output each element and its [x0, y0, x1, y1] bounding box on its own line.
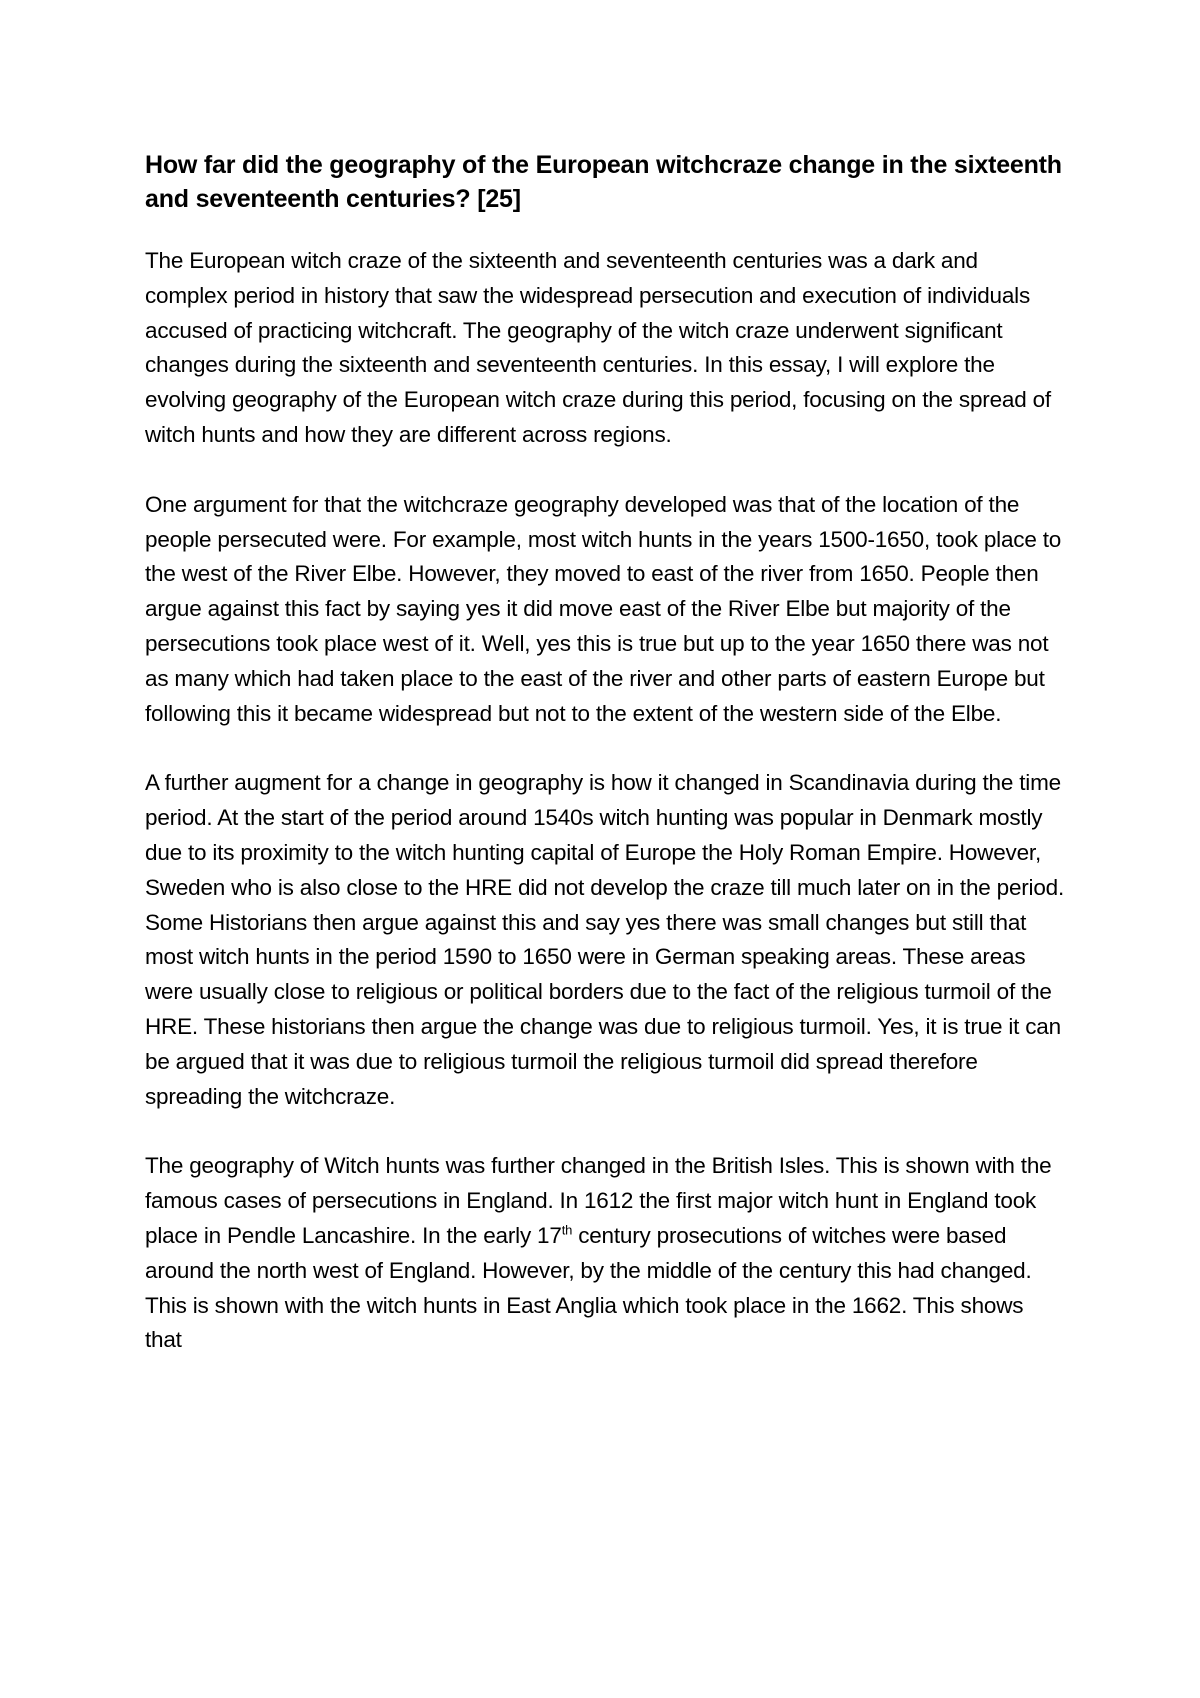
paragraph-text-part: The geography of Witch hunts was further changed in the British Isles. This is shown with the famous cases of persecutions in England. In 1612 the first major witch hunt in England took place in Pendle Lancashire. In the early 17	[145, 1153, 1052, 1248]
paragraph-introduction: The European witch craze of the sixteenth and seventeenth centuries was a dark and complex period in history that saw the widespread persecution and execution of individuals accused of practicing witchcraft. The geography of the witch craze underwent significant changes during the sixteenth and seventeenth centuries. In this essay, I will explore the evolving geography of the European witch craze during this period, focusing on the spread of witch hunts and how they are different across regions.	[145, 248, 1051, 447]
paragraph-river-elbe: One argument for that the witchcraze geography developed was that of the location of the people persecuted were. For example, most witch hunts in the years 1500-1650, took place to the west of the River Elbe. However, they moved to east of the river from 1650. People then argue against this fact by saying yes it did move east of the River Elbe but majority of the persecutions took place west of it. Well, yes this is true but up to the year 1650 there was not as many which had taken place to the east of the river and other parts of eastern Europe but following this it became widespread but not to the extent of the western side of the Elbe.	[145, 491, 1062, 726]
paragraph-text-part: century prosecutions of witches were based around the north west of England. However, by the middle of the century this had changed. This is shown with the witch hunts in East Anglia which took place in the 1662. This shows that	[145, 1222, 1032, 1353]
paragraph-scandinavia: A further augment for a change in geography is how it changed in Scandinavia during the time period. At the start of the period around 1540s witch hunting was popular in Denmark mostly due to its proximity to the witch hunting capital of Europe the Holy Roman Empire. However, Sweden who is also close to the HRE did not develop the craze till much later on in the period. Some Historians then argue against this and say yes there was small changes but still that most witch hunts in the period 1590 to 1650 were in German speaking areas. These areas were usually close to religious or political borders due to the fact of the religious turmoil of the HRE. These historians then argue the change was due to religious turmoil. Yes, it is true it can be argued that it was due to religious turmoil the religious turmoil did spread therefore spreading the witchcraze.	[145, 770, 1065, 1109]
ordinal-suffix: th	[561, 1222, 573, 1238]
document-page	[145, 148, 1065, 1393]
essay-title: How far did the geography of the European witchcraze change in the sixteenth and seventeenth centuries? [25]	[145, 151, 1062, 213]
paragraph-british-isles	[145, 1149, 1065, 1358]
